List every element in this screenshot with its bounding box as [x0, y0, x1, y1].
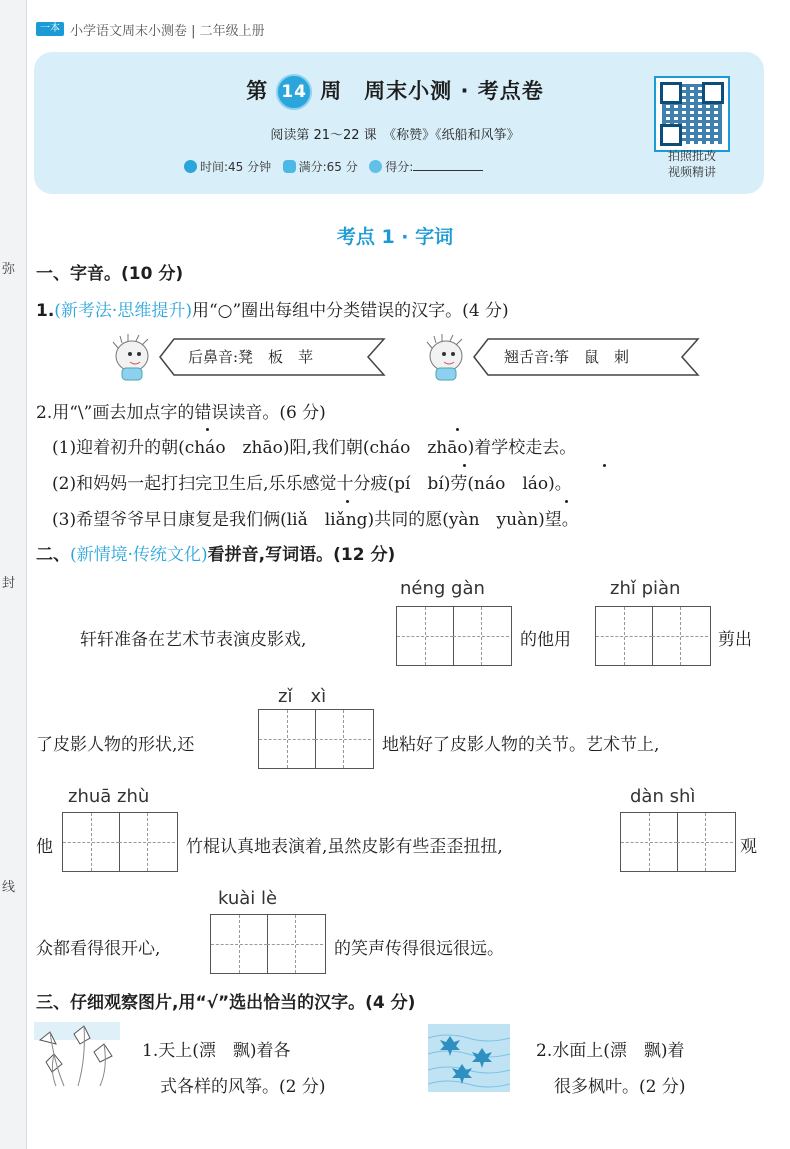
- pinyin-label: kuài lè: [218, 888, 278, 909]
- sentence-text: 众都看得很开心,: [36, 939, 161, 959]
- writing-cell[interactable]: [596, 607, 653, 665]
- hedgehog-mascot-icon: [424, 334, 470, 384]
- sentence-text: 了皮影人物的形状,还: [36, 735, 195, 755]
- lesson-subtitle: 阅读第 21～22 课 《称赞》《纸船和风筝》: [270, 128, 520, 143]
- writing-grid[interactable]: [258, 709, 374, 769]
- q1-tag: (新考法·思维提升): [54, 301, 192, 321]
- margin-char-3: 线: [2, 880, 16, 895]
- part3-q2-line: 很多枫叶。(2 分): [554, 1077, 686, 1097]
- maple-leaves-water-picture: [428, 1024, 510, 1092]
- emphasis-dot: [346, 500, 349, 503]
- writing-grid[interactable]: [62, 812, 178, 872]
- tag-back-nasal: [158, 337, 388, 377]
- sentence-text: 他: [36, 837, 53, 857]
- q2-item: (3)希望爷爷早日康复是我们俩(liǎ liǎng)共同的愿(yàn yuàn)望。: [52, 510, 579, 530]
- sentence-text: 轩轩准备在艺术节表演皮影戏,: [80, 630, 307, 650]
- clock-icon: [184, 160, 197, 173]
- score-icon: [369, 160, 382, 173]
- score-label: 得分:: [385, 160, 414, 174]
- qr-caption-line: 视频精讲: [667, 165, 716, 179]
- part2-prefix: 二、: [36, 545, 70, 565]
- qr-finder: [660, 82, 682, 104]
- q2-item: (1)迎着初升的朝(cháo zhāo)阳,我们朝(cháo zhāo)着学校走去。: [52, 438, 577, 458]
- title-suffix: 周 周末小测 · 考点卷: [320, 79, 544, 103]
- qr-code[interactable]: [654, 76, 730, 152]
- pinyin-label: dàn shì: [630, 786, 696, 807]
- part2-text: 看拼音,写词语。(12 分): [207, 545, 396, 565]
- writing-cell[interactable]: [315, 710, 371, 768]
- time-limit: 时间:45 分钟: [200, 160, 272, 174]
- part2-heading: [36, 540, 395, 565]
- exam-meta: [184, 158, 483, 175]
- writing-cell[interactable]: [397, 607, 454, 665]
- part1-heading: 一、字音。(10 分): [36, 264, 184, 284]
- brand-badge: 一本: [36, 22, 64, 36]
- week-number-badge: 14: [276, 74, 312, 110]
- emphasis-dot: [603, 464, 606, 467]
- qr-finder: [660, 124, 682, 146]
- q1-number: 1.: [36, 301, 55, 321]
- sentence-text: 的笑声传得很远很远。: [334, 939, 504, 959]
- part3-q1-line: 式各样的风筝。(2 分): [160, 1077, 326, 1097]
- emphasis-dot: [206, 428, 209, 431]
- qr-finder: [702, 82, 724, 104]
- sentence-text: 观: [740, 837, 757, 857]
- emphasis-dot: [463, 464, 466, 467]
- writing-cell[interactable]: [119, 813, 175, 871]
- writing-cell[interactable]: [267, 915, 323, 973]
- emphasis-dot: [565, 500, 568, 503]
- pinyin-label: zhuā zhù: [68, 786, 150, 807]
- sentence-text: 的他用: [520, 630, 571, 650]
- pinyin-label: zhǐ piàn: [610, 578, 681, 599]
- writing-grid[interactable]: [210, 914, 326, 974]
- part3-q2-line: 2.水面上(漂 飘)着: [536, 1041, 685, 1061]
- emphasis-dot: [456, 428, 459, 431]
- tag-back-nasal-text: 后鼻音:凳 板 苹: [188, 348, 314, 366]
- margin-char-1: 弥: [2, 262, 16, 277]
- writing-cell[interactable]: [211, 915, 268, 973]
- hedgehog-mascot-icon: [110, 334, 156, 384]
- medal-icon: [283, 160, 296, 173]
- writing-cell[interactable]: [621, 813, 678, 871]
- writing-grid[interactable]: [595, 606, 711, 666]
- part3-heading: 三、仔细观察图片,用“√”选出恰当的汉字。(4 分): [36, 993, 416, 1013]
- qr-caption-line: 拍照批改: [667, 149, 716, 163]
- q1-line: [36, 296, 509, 321]
- writing-grid[interactable]: [396, 606, 512, 666]
- part2-tag: (新情境·传统文化): [70, 545, 208, 565]
- series-title: 小学语文周末小测卷 | 二年级上册: [70, 24, 265, 39]
- writing-cell[interactable]: [259, 710, 316, 768]
- pinyin-label: zǐ xì: [278, 686, 327, 707]
- pinyin-label: néng gàn: [400, 578, 485, 599]
- kites-picture: [34, 1022, 120, 1088]
- sentence-text: 剪出: [718, 630, 752, 650]
- qr-caption: [652, 148, 732, 180]
- title-prefix: 第: [246, 79, 269, 103]
- q1-text: 用“○”圈出每组中分类错误的汉字。(4 分): [191, 301, 509, 321]
- sentence-text: 竹棍认真地表演着,虽然皮影有些歪歪扭扭,: [186, 837, 503, 857]
- tag-retroflex: [472, 337, 702, 377]
- writing-cell[interactable]: [453, 607, 509, 665]
- tag-retroflex-text: 翘舌音:筝 鼠 刺: [504, 348, 630, 366]
- section-title: 考点 1 · 字词: [336, 226, 454, 248]
- score-blank[interactable]: [413, 170, 483, 171]
- q2-item: (2)和妈妈一起打扫完卫生后,乐乐感觉十分疲(pí bí)劳(náo láo)。: [52, 474, 572, 494]
- q2-heading: 2.用“\”画去加点字的错误读音。(6 分): [36, 403, 326, 423]
- margin-char-2: 封: [2, 576, 16, 591]
- full-score: 满分:65 分: [298, 160, 358, 174]
- writing-cell[interactable]: [652, 607, 708, 665]
- sentence-text: 地粘好了皮影人物的关节。艺术节上,: [382, 735, 660, 755]
- writing-cell[interactable]: [63, 813, 120, 871]
- writing-cell[interactable]: [677, 813, 733, 871]
- part3-q1-line: 1.天上(漂 飘)着各: [142, 1041, 291, 1061]
- writing-grid[interactable]: [620, 812, 736, 872]
